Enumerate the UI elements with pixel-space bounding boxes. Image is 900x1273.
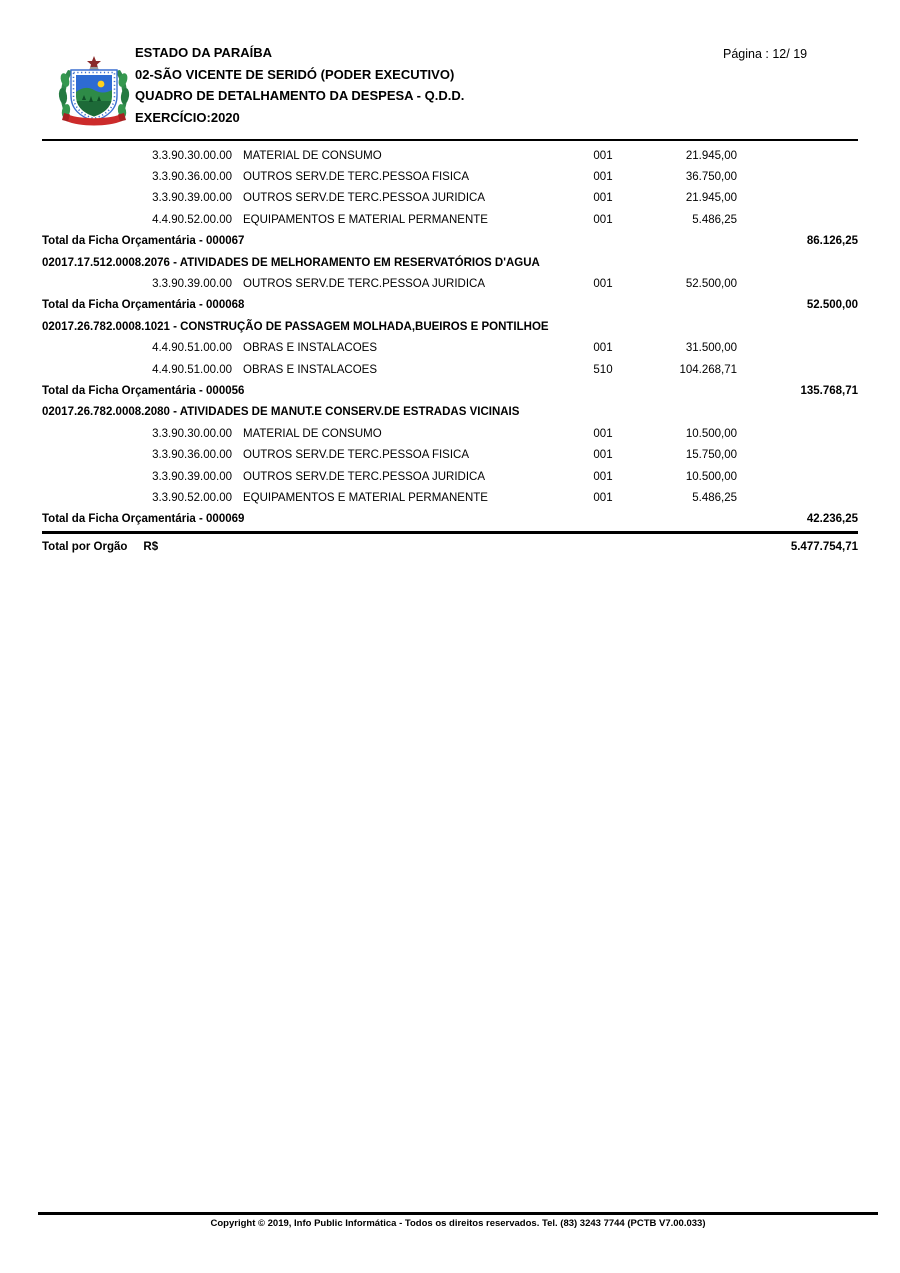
expense-source: 001 (593, 491, 613, 504)
section-header (42, 252, 858, 273)
expense-row (42, 145, 858, 166)
header-divider (42, 139, 858, 141)
expense-amount: 104.268,71 (679, 363, 737, 376)
header-entity: 02-SÃO VICENTE DE SERIDÓ (PODER EXECUTIVO) (135, 66, 455, 82)
expense-amount: 15.750,00 (685, 449, 737, 462)
ficha-total-label: Total da Ficha Orçamentária - 000068 (42, 299, 245, 312)
expense-code: 4.4.90.52.00.00 (152, 213, 232, 226)
expense-description: MATERIAL DE CONSUMO (243, 149, 382, 162)
currency-symbol: R$ (143, 540, 159, 553)
ficha-total-label: Total da Ficha Orçamentária - 000056 (42, 384, 245, 397)
expense-row (42, 166, 858, 187)
ficha-total-row (42, 295, 858, 316)
expense-description: OBRAS E INSTALACOES (243, 342, 377, 355)
section-header-label: 02017.26.782.0008.2080 - ATIVIDADES DE MANUT.E CONSERV.DE ESTRADAS VICINAIS (42, 406, 520, 419)
grand-total-label: Total por Orgão (42, 540, 128, 553)
grand-total-row (42, 536, 858, 557)
expense-code: 4.4.90.51.00.00 (152, 342, 232, 355)
ficha-total-row (42, 231, 858, 252)
expense-row (42, 273, 858, 294)
grand-total-divider (42, 531, 858, 534)
section-header-label: 02017.17.512.0008.2076 - ATIVIDADES DE MELHORAMENTO EM RESERVATÓRIOS D'AGUA (42, 256, 540, 269)
footer-copyright: Copyright © 2019, Info Public Informática - Todos os direitos reservados. Tel. (83) 3243 7744 (PCTB V7.00.033) (210, 1218, 706, 1229)
grand-total-amount: 5.477.754,71 (790, 540, 858, 553)
expense-source: 001 (593, 342, 613, 355)
header-report-title: QUADRO DE DETALHAMENTO DA DESPESA - Q.D.D. (135, 88, 465, 103)
footer-divider (38, 1212, 878, 1215)
report-header (135, 42, 464, 128)
expense-description: OUTROS SERV.DE TERC.PESSOA JURIDICA (243, 470, 485, 483)
expense-row (42, 444, 858, 465)
expense-description: OUTROS SERV.DE TERC.PESSOA JURIDICA (243, 278, 485, 291)
expense-source: 001 (593, 470, 613, 483)
expense-row (42, 338, 858, 359)
ficha-total-amount: 135.768,71 (800, 384, 858, 397)
header-state: ESTADO DA PARAÍBA (135, 45, 272, 60)
expense-amount: 36.750,00 (685, 171, 737, 184)
expense-description: OUTROS SERV.DE TERC.PESSOA JURIDICA (243, 192, 485, 205)
paraiba-coat-of-arms-logo (56, 56, 132, 128)
expense-code: 3.3.90.39.00.00 (152, 192, 232, 205)
section-header (42, 316, 858, 337)
ficha-total-row (42, 380, 858, 401)
expense-amount: 52.500,00 (685, 278, 737, 291)
expense-amount: 31.500,00 (685, 342, 737, 355)
ficha-total-label: Total da Ficha Orçamentária - 000067 (42, 235, 245, 248)
expense-amount: 10.500,00 (685, 470, 737, 483)
ficha-total-amount: 86.126,25 (806, 235, 858, 248)
expense-source: 001 (593, 213, 613, 226)
expense-code: 4.4.90.51.00.00 (152, 363, 232, 376)
page-number: Página : 12/ 19 (723, 47, 808, 61)
expense-source: 001 (593, 427, 613, 440)
ficha-total-label: Total da Ficha Orçamentária - 000069 (42, 513, 245, 526)
expense-source: 510 (593, 363, 613, 376)
section-header (42, 402, 858, 423)
expense-description: EQUIPAMENTOS E MATERIAL PERMANENTE (243, 491, 488, 504)
expense-source: 001 (593, 192, 613, 205)
expense-source: 001 (593, 278, 613, 291)
expense-row (42, 466, 858, 487)
expense-code: 3.3.90.52.00.00 (152, 491, 232, 504)
expense-description: OUTROS SERV.DE TERC.PESSOA FISICA (243, 449, 470, 462)
expense-amount: 21.945,00 (685, 149, 737, 162)
expense-code: 3.3.90.30.00.00 (152, 149, 232, 162)
expense-code: 3.3.90.36.00.00 (152, 171, 232, 184)
expense-source: 001 (593, 449, 613, 462)
section-header-label: 02017.26.782.0008.1021 - CONSTRUÇÃO DE PASSAGEM MOLHADA,BUEIROS E PONTILHOE (42, 320, 549, 333)
expense-description: MATERIAL DE CONSUMO (243, 427, 382, 440)
ficha-total-row (42, 509, 858, 530)
expense-amount: 5.486,25 (692, 491, 737, 504)
expense-amount: 10.500,00 (685, 427, 737, 440)
expense-amount: 21.945,00 (685, 192, 737, 205)
expense-code: 3.3.90.36.00.00 (152, 449, 232, 462)
expense-row (42, 209, 858, 230)
expense-description: EQUIPAMENTOS E MATERIAL PERMANENTE (243, 213, 488, 226)
expense-row (42, 188, 858, 209)
expense-description: OUTROS SERV.DE TERC.PESSOA FISICA (243, 171, 470, 184)
header-exercise: EXERCÍCIO:2020 (135, 109, 240, 125)
expense-code: 3.3.90.30.00.00 (152, 427, 232, 440)
report-table (42, 145, 858, 557)
ficha-total-amount: 42.236,25 (806, 513, 858, 526)
expense-code: 3.3.90.39.00.00 (152, 278, 232, 291)
expense-row (42, 423, 858, 444)
expense-source: 001 (593, 171, 613, 184)
expense-row (42, 487, 858, 508)
expense-amount: 5.486,25 (692, 213, 737, 226)
expense-description: OBRAS E INSTALACOES (243, 363, 377, 376)
ficha-total-amount: 52.500,00 (806, 299, 858, 312)
expense-source: 001 (593, 149, 613, 162)
expense-row (42, 359, 858, 380)
expense-code: 3.3.90.39.00.00 (152, 470, 232, 483)
